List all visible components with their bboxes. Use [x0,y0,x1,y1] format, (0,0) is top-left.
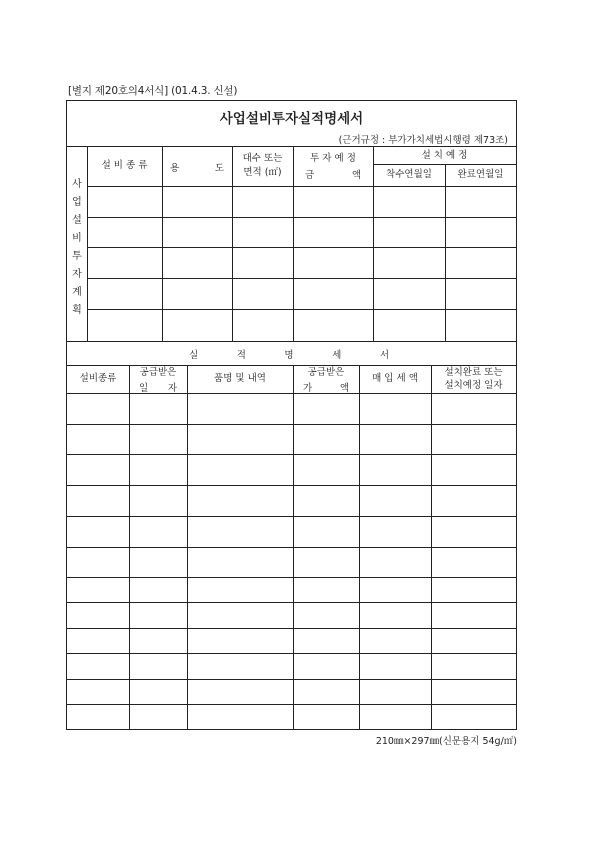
divider-results-row [67,704,516,705]
header-use: 용 도 [170,163,224,174]
divider-plan-header [87,186,516,187]
divider-results-header [67,393,516,394]
plan-side-label: 사 업 설 비 투 자 계 획 [72,179,82,316]
results-section-title: 실 적 명 세 서 [189,350,389,361]
header-start-date: 착수연월일 [386,169,432,180]
divider-plan-col [293,146,294,341]
header-equipment-type: 설 비 종 류 [101,160,148,171]
header-investment-line2: 금 액 [305,170,361,181]
divider-results-row [67,485,516,486]
header-investment-line1: 투 자 예 정 [310,153,356,164]
form-sheet [66,100,517,730]
divider-plan-col [162,146,163,341]
divider-results-col [293,365,294,729]
header-area-line2: 면적 (㎡) [243,167,282,178]
divider-results-col [129,365,130,729]
header-supply-price-line1: 공급받은 [307,367,345,378]
divider-plan-row [87,247,516,248]
header-completion-line1: 설치완료 또는 [444,367,503,378]
divider-results-row [67,602,516,603]
header-install-group: 설 치 예 정 [421,150,468,161]
header-supply-date-line2: 일 자 [139,383,177,394]
header-result-equipment-type: 설비종류 [79,373,117,384]
divider-results-row [67,577,516,578]
divider-results-col [359,365,360,729]
header-completion-line2: 설치예정 일자 [444,380,503,391]
form-title: 사업설비투자실적명세서 [219,111,364,127]
divider-results-row [67,679,516,680]
form-label: [별지 제20호의4서식] (01.4.3. 신설) [68,85,238,97]
divider-plan-top [67,146,516,147]
divider-plan-row [87,217,516,218]
divider-results-row [67,547,516,548]
divider-plan-side [87,146,88,341]
divider-results-title [67,365,516,366]
divider-results-row [67,628,516,629]
header-end-date: 완료연월일 [457,169,504,180]
divider-plan-row [87,278,516,279]
paper-spec-footer: 210㎜×297㎜(신문용지 54g/㎡) [375,736,517,747]
legal-basis: (근거규정 : 부가가치세법시행령 제73조) [338,135,508,146]
divider-plan-row [87,309,516,310]
divider-results-row [67,454,516,455]
divider-results-col [431,365,432,729]
header-area-line1: 대수 또는 [242,153,283,164]
header-item-details: 품명 및 내역 [214,373,266,384]
divider-plan-bottom [67,341,516,342]
header-supply-price-line2: 가 액 [303,383,349,394]
header-supply-date-line1: 공급받은 [139,367,177,378]
divider-results-col [187,365,188,729]
header-purchase-tax: 매 입 세 액 [372,373,418,384]
divider-results-row [67,424,516,425]
divider-results-row [67,516,516,517]
divider-results-row [67,653,516,654]
divider-plan-col [445,164,446,341]
